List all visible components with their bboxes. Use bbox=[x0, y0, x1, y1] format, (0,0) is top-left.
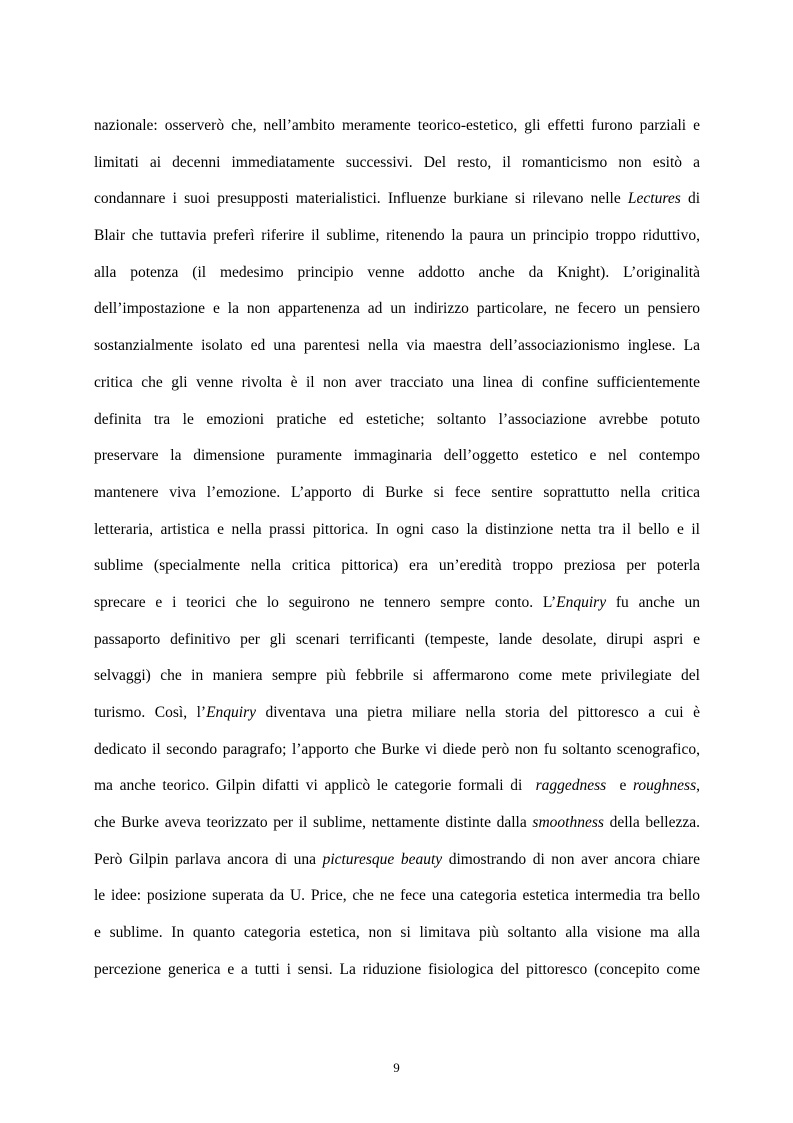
text-line bbox=[94, 402, 700, 439]
text-run: percezione generica e a tutti i sensi. La riduzione fisiologica del pittoresco (concepito come bbox=[94, 960, 700, 978]
page-number: 9 bbox=[393, 1060, 400, 1075]
text-run: , bbox=[696, 777, 700, 795]
text-line bbox=[94, 291, 700, 328]
italic-text: picturesque beauty bbox=[322, 850, 443, 868]
text-line bbox=[94, 952, 700, 989]
text-line bbox=[94, 218, 700, 255]
italic-text: roughness bbox=[632, 777, 697, 795]
text-line bbox=[94, 438, 700, 475]
text-line bbox=[94, 145, 700, 182]
text-line bbox=[94, 328, 700, 365]
text-run: e bbox=[606, 777, 633, 795]
text-run: sublime (specialmente nella critica pittorica) era un’eredità troppo preziosa per poterla bbox=[94, 557, 700, 575]
text-run: Blair che tuttavia preferì riferire il sublime, ritenendo la paura un principio troppo riduttivo, bbox=[94, 227, 700, 245]
text-run: turismo. Così, l’ bbox=[94, 704, 207, 721]
text-run: nazionale: osserverò che, nell’ambito meramente teorico-estetico, gli effetti furono parziali e bbox=[94, 117, 700, 134]
text-line bbox=[94, 512, 700, 549]
text-run: diventava una pietra miliare nella storia del pittoresco a cui è bbox=[256, 704, 700, 721]
text-run: limitati ai decenni immediatamente successivi. Del resto, il romanticismo non esitò a bbox=[94, 153, 700, 171]
text-line bbox=[94, 181, 700, 218]
text-run: sprecare e i teorici che lo seguirono ne tennero sempre conto. L’ bbox=[94, 593, 557, 611]
text-line bbox=[94, 878, 700, 915]
text-run: critica che gli venne rivolta è il non aver tracciato una linea di confine sufficientemente bbox=[94, 373, 700, 391]
text-line bbox=[94, 255, 700, 292]
text-line bbox=[94, 585, 700, 622]
text-line bbox=[94, 805, 700, 842]
text-run: dimostrando di non aver ancora chiare bbox=[442, 850, 700, 868]
text-run: dedicato il secondo paragrafo; l’apporto che Burke vi diede però non fu soltanto scenografico, bbox=[94, 740, 700, 758]
text-run: dell’impostazione e la non appartenenza ad un indirizzo particolare, ne fecero un pensiero bbox=[94, 300, 700, 318]
text-run: sostanzialmente isolato ed una parentesi nella via maestra dell’associazionismo inglese. La bbox=[94, 337, 700, 355]
text-line bbox=[94, 732, 700, 769]
text-run: ma anche teorico. Gilpin difatti vi applicò le categorie formali di bbox=[94, 777, 536, 795]
text-run: condannare i suoi presupposti materialistici. Influenze burkiane si rilevano nelle bbox=[94, 190, 628, 208]
text-line bbox=[94, 365, 700, 402]
italic-text: Enquiry bbox=[206, 704, 257, 721]
text-run: Però Gilpin parlava ancora di una bbox=[94, 850, 323, 868]
italic-text: raggedness bbox=[535, 777, 607, 795]
text-line bbox=[94, 108, 700, 145]
text-run: preservare la dimensione puramente immaginaria dell’oggetto estetico e nel contempo bbox=[94, 447, 700, 465]
italic-text: Enquiry bbox=[556, 593, 607, 611]
text-line bbox=[94, 548, 700, 585]
text-run: della bellezza. bbox=[603, 814, 700, 832]
text-run: mantenere viva l’emozione. L’apporto di Burke si fece sentire soprattutto nella critica bbox=[94, 483, 700, 501]
text-line bbox=[94, 915, 700, 952]
text-line bbox=[94, 768, 700, 805]
text-line bbox=[94, 622, 700, 659]
text-run: letteraria, artistica e nella prassi pittorica. In ogni caso la distinzione netta tra il bello e il bbox=[94, 520, 700, 538]
italic-text: Lectures bbox=[627, 190, 681, 208]
text-run: passaporto definitivo per gli scenari terrificanti (tempeste, lande desolate, dirupi aspri e bbox=[94, 630, 700, 648]
text-line bbox=[94, 695, 700, 732]
text-run: e sublime. In quanto categoria estetica, non si limitava più soltanto alla visione ma alla bbox=[94, 924, 700, 942]
text-line bbox=[94, 842, 700, 879]
body-text bbox=[94, 108, 700, 989]
text-run: definita tra le emozioni pratiche ed estetiche; soltanto l’associazione avrebbe potuto bbox=[94, 410, 700, 428]
text-line bbox=[94, 475, 700, 512]
text-run: che Burke aveva teorizzato per il sublime, nettamente distinte dalla bbox=[94, 814, 533, 832]
text-run: selvaggi) che in maniera sempre più febbrile si affermarono come mete privilegiate del bbox=[94, 667, 700, 685]
text-run: di bbox=[680, 190, 700, 208]
italic-text: smoothness bbox=[532, 814, 604, 832]
text-run: fu anche un bbox=[606, 593, 700, 611]
text-run: le idee: posizione superata da U. Price, che ne fece una categoria estetica intermedia tra bello bbox=[94, 887, 700, 905]
text-run: alla potenza (il medesimo principio venne addotto anche da Knight). L’originalità bbox=[94, 263, 700, 281]
text-line bbox=[94, 658, 700, 695]
